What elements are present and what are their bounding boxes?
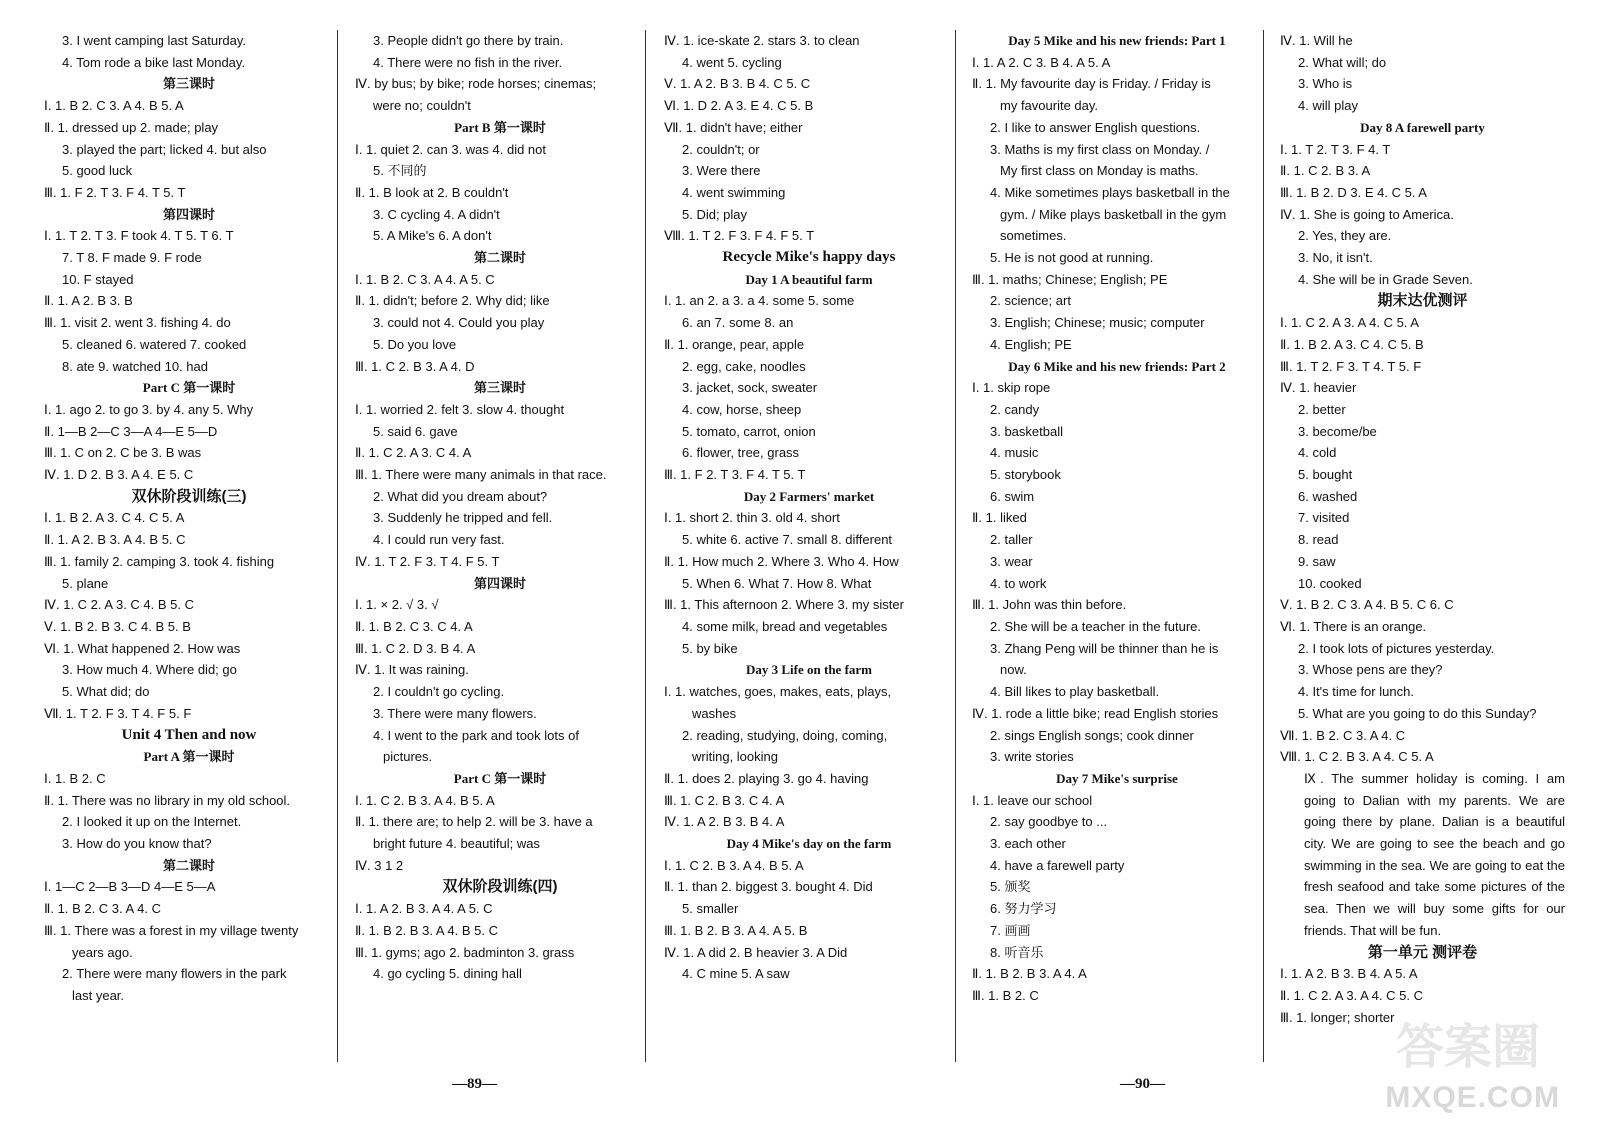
answer-line: 5. bought [1298,467,1353,483]
answer-line: 4. music [990,445,1039,461]
answer-line: Ⅳ. 1. It was raining. [355,662,469,678]
answer-line: 4. She will be in Grade Seven. [1298,271,1473,287]
answer-column-2 [355,30,645,985]
answer-line: Ⅰ. 1—C 2—B 3—D 4—E 5—A [44,879,216,895]
answer-line: sometimes. [1000,228,1067,244]
answer-line: 8. read [1298,532,1339,548]
answer-line: Ⅰ. 1. skip rope [972,380,1051,396]
answer-line: 5. Do you love [373,336,457,352]
answer-line: 4. went swimming [682,184,786,200]
answer-line: Ⅰ. 1. × 2. √ 3. √ [355,597,439,613]
answer-line: 3. People didn't go there by train. [373,33,564,48]
answer-line: 5. good luck [62,163,133,179]
answer-line: Ⅲ. 1. maths; Chinese; English; PE [972,271,1168,287]
page-number-right: —90— [1120,1076,1165,1092]
answer-line: 6. 努力学习 [990,901,1057,917]
answer-line: Ⅱ. 1. A 2. B 3. A 4. B 5. C [44,532,186,548]
answer-line: 7. 画画 [990,922,1031,938]
answer-line: 2. reading, studying, doing, coming, [682,727,888,743]
answer-line: Ⅲ. 1. B 2. C [972,987,1039,1003]
answer-line: Ⅰ. 1. A 2. B 3. B 4. A 5. A [1280,966,1418,982]
answer-line: 4. went 5. cycling [682,54,782,70]
answer-line: Ⅲ. 1. family 2. camping 3. took 4. fishing [44,553,275,569]
answer-line: 3. write stories [990,749,1074,765]
answer-line: 3. C cycling 4. A didn't [373,206,500,222]
answer-line: years ago. [72,944,133,960]
answer-line: Ⅳ. 1. A did 2. B heavier 3. A Did [664,944,848,960]
answer-line: 10. F stayed [62,271,134,287]
answer-line: Ⅱ. 1. didn't; before 2. Why did; like [355,293,550,309]
answer-line: Ⅲ. 1. F 2. T 3. F 4. T 5. T [664,467,806,483]
answer-line: 6. an 7. some 8. an [682,315,794,331]
section-heading: 第一单元 测评卷 [1367,943,1478,961]
answer-line: Ⅱ. 1. B 2. B 3. A 4. B 5. C [355,922,498,938]
answer-line: Ⅱ. 1. C 2. A 3. C 4. A [355,445,472,461]
answer-line: Ⅲ. 1. T 2. F 3. T 4. T 5. F [1280,358,1422,374]
answer-line: Ⅵ. 1. D 2. A 3. E 4. C 5. B [664,98,814,114]
section-heading: Day 7 Mike's surprise [1056,770,1178,786]
answer-line: 5. plane [62,575,109,591]
answer-line: 5. He is not good at running. [990,250,1154,266]
answer-line: 5. A Mike's 6. A don't [373,228,492,244]
answer-line: 4. Mike sometimes plays basketball in the [990,184,1230,200]
answer-line: gym. / Mike plays basketball in the gym [1000,206,1227,222]
answer-line: Ⅱ. 1. there are; to help 2. will be 3. have a [355,814,593,830]
answer-line: 2. What did you dream about? [373,488,548,504]
answer-line: 3. basketball [990,423,1063,439]
section-heading: 第四课时 [162,206,215,222]
answer-line: 4. Bill likes to play basketball. [990,684,1160,700]
answer-line: My first class on Monday is maths. [1000,163,1199,179]
answer-line: 7. T 8. F made 9. F rode [62,250,202,266]
answer-line: Ⅱ. 1. B 2. C 3. A 4. C [44,901,161,917]
answer-line: 3. wear [990,553,1033,569]
answer-line: 2. taller [990,532,1033,548]
answer-line: Ⅱ. 1. B 2. A 3. C 4. C 5. B [1280,336,1424,352]
answer-line: Ⅱ. 1. C 2. B 3. A [1280,163,1371,179]
answer-column-3 [664,30,954,985]
answer-line: Ⅲ. 1. B 2. B 3. A 4. A 5. B [664,922,808,938]
answer-line: Ⅱ. 1. B 2. B 3. A 4. A [972,966,1087,982]
answer-line: bright future 4. beautiful; was [373,836,540,852]
answer-line: Ⅲ. 1. C 2. B 3. A 4. D [355,358,475,374]
answer-line: 3. become/be [1298,423,1377,439]
section-heading: Part C 第一课时 [142,380,236,396]
answer-line: Ⅰ. 1. B 2. C [44,770,106,786]
answer-line: Ⅰ. 1. B 2. C 3. A 4. B 5. A [44,98,184,114]
answer-line: Ⅱ. 1. There was no library in my old school. [44,792,291,808]
answer-line: my favourite day. [1000,98,1099,114]
section-heading: 双休阶段训练(四) [442,878,558,896]
section-heading: Part B 第一课时 [454,119,546,135]
answer-line: Ⅰ. 1. B 2. C 3. A 4. A 5. C [355,271,495,287]
section-heading: Unit 4 Then and now [121,726,257,743]
answer-line: Ⅱ. 1—B 2—C 3—A 4—E 5—D [44,423,218,439]
answer-line: 2. Yes, they are. [1298,228,1392,244]
answer-line: 8. ate 9. watched 10. had [62,358,208,374]
section-heading: Day 2 Farmers' market [743,488,875,504]
answer-line: last year. [72,987,125,1003]
answer-line: Ⅳ. 1. T 2. F 3. T 4. F 5. T [355,553,500,569]
section-heading: 第四课时 [473,575,526,591]
section-heading: 双休阶段训练(三) [131,487,247,505]
answer-line: 2. better [1298,401,1346,417]
watermark-logo: 答案圈 [1395,1021,1540,1074]
answer-line: 2. I like to answer English questions. [990,119,1201,135]
answer-line: Ⅰ. 1. watches, goes, makes, eats, plays, [664,684,892,700]
answer-line: Ⅷ. 1. C 2. B 3. A 4. C 5. A [1280,749,1434,765]
answer-line: Ⅲ. 1. C 2. D 3. B 4. A [355,640,476,656]
section-heading: 第二课时 [473,250,526,266]
essay-paragraph: Ⅸ. The summer holiday is coming. I am going to Dalian with my parents. We are going there by plane. Dalian is a beautiful city. We are going to see the beach and go swimming in the sea. We are going to eat the fresh seafood and take some pictures of the sea. Then we will buy some gifts for our friends. That will be fun. [1304,770,1565,938]
answer-line: 5. 颁奖 [990,879,1031,895]
answer-line: 3. No, it isn't. [1298,250,1373,266]
answer-line: 5. tomato, carrot, onion [682,423,816,439]
answer-line: Ⅴ. 1. B 2. C 3. A 4. B 5. C 6. C [1280,597,1454,613]
answer-line: Ⅱ. 1. B 2. C 3. C 4. A [355,618,473,634]
answer-line: washes [692,705,737,721]
answer-line: Ⅰ. 1. C 2. A 3. A 4. C 5. A [1280,315,1419,331]
answer-line: Ⅶ. 1. T 2. F 3. T 4. F 5. F [44,705,192,721]
answer-line: Ⅷ. 1. T 2. F 3. F 4. F 5. T [664,228,815,244]
answer-line: Ⅳ. 1. heavier [1280,380,1357,396]
answer-line: Ⅰ. 1. C 2. B 3. A 4. B 5. A [355,792,495,808]
answer-line: 5. What did; do [62,684,150,700]
answer-line: 4. go cycling 5. dining hall [373,966,522,982]
answer-line: 3. Zhang Peng will be thinner than he is [990,640,1219,656]
answer-line: Ⅱ. 1. orange, pear, apple [664,336,805,352]
answer-line: 4. C mine 5. A saw [682,966,790,982]
answer-column-1 [44,30,334,1007]
answer-line: 3. could not 4. Could you play [373,315,545,331]
answer-line: 3. Were there [682,163,761,179]
answer-line: 10. cooked [1298,575,1362,591]
answer-line: now. [1000,662,1027,678]
answer-line: Ⅳ. 1. ice-skate 2. stars 3. to clean [664,33,860,48]
answer-line: 4. cold [1298,445,1337,461]
answer-line: 2. sings English songs; cook dinner [990,727,1194,743]
answer-line: 4. Tom rode a bike last Monday. [62,54,246,70]
answer-line: 3. Who is [1298,76,1353,92]
section-heading: Day 3 Life on the farm [745,662,872,678]
answer-line: 4. I could run very fast. [373,532,505,548]
answer-line: 3. I went camping last Saturday. [62,33,247,48]
section-heading: 期末达优测评 [1377,292,1468,310]
answer-line: Ⅲ. 1. John was thin before. [972,597,1127,613]
answer-line: Ⅰ. 1. quiet 2. can 3. was 4. did not [355,141,547,157]
answer-line: 4. It's time for lunch. [1298,684,1414,700]
answer-line: Ⅰ. 1. A 2. C 3. B 4. A 5. A [972,54,1111,70]
answer-line: 5. When 6. What 7. How 8. What [682,575,872,591]
answer-line: 3. Maths is my first class on Monday. / [990,141,1210,157]
answer-line: 2. I couldn't go cycling. [373,684,505,700]
answer-line: 4. some milk, bread and vegetables [682,618,888,634]
answer-line: Ⅲ. 1. B 2. D 3. E 4. C 5. A [1280,184,1427,200]
answer-line: 2. There were many flowers in the park [62,966,287,982]
answer-line: 3. Whose pens are they? [1298,662,1443,678]
answer-line: 5. What are you going to do this Sunday? [1298,705,1537,721]
answer-line: Ⅰ. 1. ago 2. to go 3. by 4. any 5. Why [44,401,254,417]
answer-line: Ⅳ. 1. D 2. B 3. A 4. E 5. C [44,467,194,483]
answer-line: were no; couldn't [373,98,471,114]
answer-line: Ⅱ. 1. dressed up 2. made; play [44,119,219,135]
answer-line: 6. flower, tree, grass [682,445,800,461]
answer-line: Ⅳ. 1. C 2. A 3. C 4. B 5. C [44,597,195,613]
watermark-url: MXQE.COM [1385,1081,1560,1114]
answer-line: 2. What will; do [1298,54,1387,70]
answer-line: 3. There were many flowers. [373,705,537,721]
section-heading: Day 8 A farewell party [1360,119,1485,135]
section-heading: Day 5 Mike and his new friends: Part 1 [1008,33,1226,48]
column-divider [1263,30,1264,1062]
answer-line: 2. I looked it up on the Internet. [62,814,242,830]
answer-line: 6. washed [1298,488,1358,504]
answer-line: 2. say goodbye to ... [990,814,1108,830]
answer-line: Ⅲ. 1. longer; shorter [1280,1009,1395,1025]
answer-line: Ⅳ. by bus; by bike; rode horses; cinemas; [355,76,597,92]
answer-line: 5. 不同的 [373,163,427,179]
answer-line: Ⅲ. 1. F 2. T 3. F 4. T 5. T [44,184,186,200]
answer-line: Ⅶ. 1. didn't have; either [664,119,803,135]
answer-line: 2. She will be a teacher in the future. [990,618,1202,634]
answer-line: Ⅱ. 1. A 2. B 3. B [44,293,133,309]
answer-line: 5. white 6. active 7. small 8. different [682,532,893,548]
answer-line: 5. smaller [682,901,739,917]
answer-line: Ⅲ. 1. There were many animals in that race. [355,467,607,483]
answer-line: Ⅵ. 1. There is an orange. [1280,618,1427,634]
answer-line: Ⅱ. 1. C 2. A 3. A 4. C 5. C [1280,987,1423,1003]
answer-line: Ⅲ. 1. gyms; ago 2. badminton 3. grass [355,944,575,960]
answer-line: 8. 听音乐 [990,944,1044,960]
answer-line: Ⅰ. 1. an 2. a 3. a 4. some 5. some [664,293,855,309]
answer-line: Ⅰ. 1. A 2. B 3. A 4. A 5. C [355,901,493,917]
answer-line: Ⅰ. 1. T 2. T 3. F 4. T [1280,141,1391,157]
answer-line: 3. English; Chinese; music; computer [990,315,1205,331]
answer-line: Ⅰ. 1. C 2. B 3. A 4. B 5. A [664,857,804,873]
answer-line: Ⅳ. 1. Will he [1280,33,1353,48]
section-heading: Day 1 A beautiful farm [745,271,873,287]
section-heading: Part A 第一课时 [143,749,235,765]
answer-line: 5. Did; play [682,206,748,222]
section-heading: 第三课时 [473,380,526,396]
answer-line: 3. each other [990,836,1066,852]
section-heading: 第二课时 [162,857,215,873]
answer-line: 2. candy [990,401,1040,417]
answer-line: Ⅶ. 1. B 2. C 3. A 4. C [1280,727,1406,743]
column-divider [645,30,646,1062]
answer-line: Ⅱ. 1. does 2. playing 3. go 4. having [664,770,869,786]
answer-line: 4. cow, horse, sheep [682,401,802,417]
answer-line: Ⅱ. 1. liked [972,510,1027,526]
answer-line: 4. have a farewell party [990,857,1125,873]
answer-line: Ⅱ. 1. B look at 2. B couldn't [355,184,509,200]
answer-line: Ⅲ. 1. This afternoon 2. Where 3. my sister [664,597,904,613]
section-heading: Recycle Mike's happy days [722,249,896,266]
answer-line: 2. science; art [990,293,1071,309]
answer-line: 5. storybook [990,467,1061,483]
answer-line: Ⅱ. 1. My favourite day is Friday. / Friday is [972,76,1211,92]
column-divider [955,30,956,1062]
page-number-left: —89— [452,1076,497,1092]
answer-line: Ⅲ. 1. visit 2. went 3. fishing 4. do [44,315,231,331]
answer-line: 4. to work [990,575,1047,591]
answer-line: Ⅲ. 1. C on 2. C be 3. B was [44,445,202,461]
answer-line: 4. will play [1298,98,1358,114]
column-divider [337,30,338,1062]
answer-line: Ⅳ. 3 1 2 [355,857,404,873]
section-heading: Day 6 Mike and his new friends: Part 2 [1008,358,1226,374]
answer-line: 2. I took lots of pictures yesterday. [1298,640,1495,656]
answer-line: 3. How do you know that? [62,836,212,852]
answer-line: Ⅳ. 1. She is going to America. [1280,206,1454,222]
answer-line: Ⅰ. 1. B 2. A 3. C 4. C 5. A [44,510,185,526]
answer-line: 4. There were no fish in the river. [373,54,563,70]
answer-line: 3. played the part; licked 4. but also [62,141,267,157]
answer-line: Ⅰ. 1. worried 2. felt 3. slow 4. thought [355,401,565,417]
answer-line: Ⅰ. 1. short 2. thin 3. old 4. short [664,510,840,526]
answer-line: Ⅰ. 1. leave our school [972,792,1093,808]
answer-line: pictures. [383,749,433,765]
answer-line: Ⅱ. 1. How much 2. Where 3. Who 4. How [664,553,899,569]
answer-line: 5. by bike [682,640,738,656]
answer-line: 4. I went to the park and took lots of [373,727,579,743]
section-heading: Day 4 Mike's day on the farm [726,836,892,852]
answer-line: 2. couldn't; or [682,141,760,157]
answer-line: 2. egg, cake, noodles [682,358,806,374]
answer-line: 4. English; PE [990,336,1072,352]
answer-line: 3. jacket, sock, sweater [682,380,818,396]
answer-line: 3. How much 4. Where did; go [62,662,237,678]
answer-line: 5. cleaned 6. watered 7. cooked [62,336,247,352]
answer-line: Ⅴ. 1. A 2. B 3. B 4. C 5. C [664,76,811,92]
answer-line: 9. saw [1298,553,1336,569]
answer-line: Ⅳ. 1. A 2. B 3. B 4. A [664,814,785,830]
section-heading: Part C 第一课时 [453,770,547,786]
answer-line: Ⅳ. 1. rode a little bike; read English stories [972,705,1219,721]
answer-line: Ⅰ. 1. T 2. T 3. F took 4. T 5. T 6. T [44,228,234,244]
answer-line: 5. said 6. gave [373,423,458,439]
answer-line: Ⅲ. 1. C 2. B 3. C 4. A [664,792,785,808]
section-heading: 第三课时 [162,76,215,92]
answer-line: Ⅴ. 1. B 2. B 3. C 4. B 5. B [44,618,191,634]
answer-line: 6. swim [990,488,1035,504]
answer-line: Ⅵ. 1. What happened 2. How was [44,640,241,656]
answer-column-4 [972,30,1262,1007]
answer-line: Ⅲ. 1. There was a forest in my village twenty [44,922,299,938]
answer-line: 7. visited [1298,510,1350,526]
answer-line: Ⅱ. 1. than 2. biggest 3. bought 4. Did [664,879,873,895]
answer-line: writing, looking [692,749,778,765]
answer-line: 3. Suddenly he tripped and fell. [373,510,553,526]
answer-column-5 [1280,30,1565,1028]
